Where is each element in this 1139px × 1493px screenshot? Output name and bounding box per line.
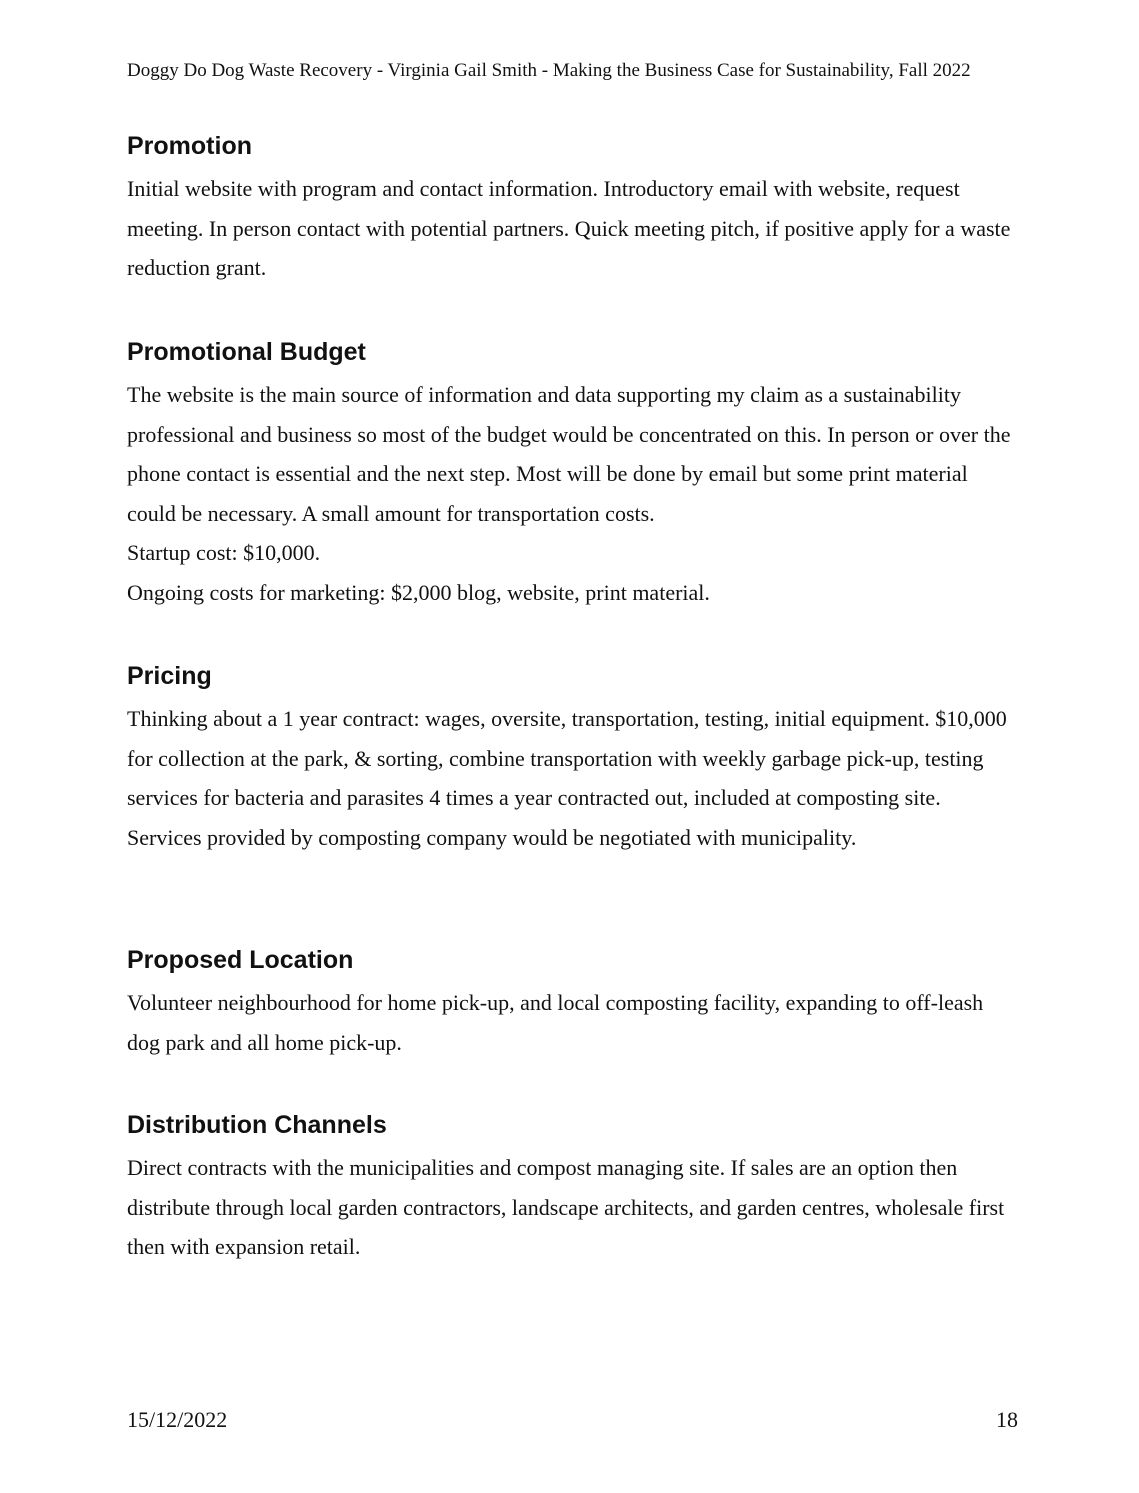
section-paragraph: Thinking about a 1 year contract: wages, oversite, transportation, testing, initial equipment. $10,000 for collection at the park, & sorting, combine transportation with weekly garbage pick-up, testing services for bacteria and parasites 4 times a year contracted out, included at composting site. Services provided by composting company would be negotiated with municipality.: [127, 706, 1007, 850]
section-heading: Proposed Location: [127, 946, 354, 974]
running-header: Doggy Do Dog Waste Recovery - Virginia Gail Smith - Making the Business Case for Sustainability, Fall 2022: [127, 60, 971, 81]
section-paragraph: The website is the main source of information and data supporting my claim as a sustainability professional and business so most of the budget would be concentrated on this. In person or over the phone contact is essential and the next step. Most will be done by email but some print material could be necessary. A small amount for transportation costs.: [127, 382, 1011, 526]
section-heading: Promotional Budget: [127, 338, 366, 366]
section-promotional-budget: [127, 335, 1019, 613]
section-proposed-location: [127, 943, 1019, 1062]
startup-cost-line: Startup cost: $10,000.: [127, 540, 321, 566]
page-number: 18: [996, 1407, 1018, 1432]
section-paragraph: Volunteer neighbourhood for home pick-up, and local composting facility, expanding to off-leash dog park and all home pick-up.: [127, 990, 984, 1055]
section-distribution-channels: [127, 1108, 1019, 1267]
ongoing-cost-line: Ongoing costs for marketing: $2,000 blog, website, print material.: [127, 579, 710, 605]
footer-date: 15/12/2022: [127, 1407, 228, 1432]
section-heading: Distribution Channels: [127, 1111, 387, 1139]
section-promotion: [127, 129, 1019, 288]
section-heading: Pricing: [127, 662, 212, 690]
section-paragraph: Direct contracts with the municipalities and compost managing site. If sales are an option then distribute through local garden contractors, landscape architects, and garden centres, wholesale first then with expansion retail.: [127, 1155, 1005, 1260]
section-pricing: [127, 659, 1019, 857]
section-heading: Promotion: [127, 132, 252, 160]
section-paragraph: Initial website with program and contact information. Introductory email with website, request meeting. In person contact with potential partners. Quick meeting pitch, if positive apply for a waste reduction grant.: [127, 176, 1011, 281]
